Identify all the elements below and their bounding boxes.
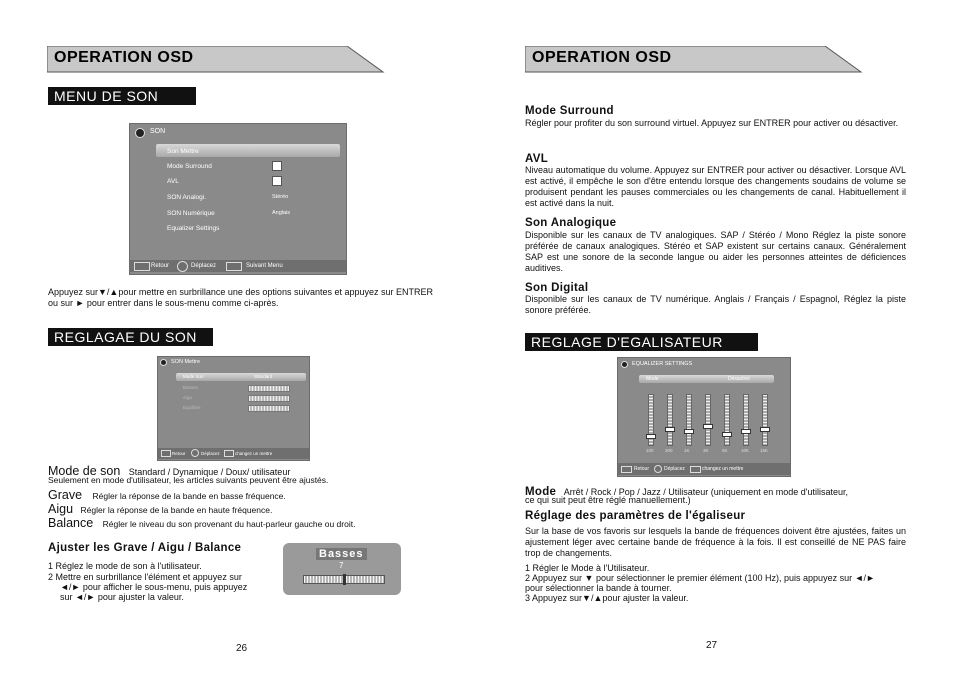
eq-band-knob[interactable] [722,432,732,437]
menu-highlight [639,375,774,383]
aigu-label: Aigu [48,502,74,516]
son-menu-item[interactable]: SON Analogi. [167,194,207,201]
eq-band-label: 1K [684,448,690,453]
digital-title: Son Digital [525,282,589,294]
footer-move: Déplacez [191,263,217,269]
ok-key-icon [226,262,242,271]
eq-text: Sur la base de vos favoris sur lesquels la bande de fréquences doivent être ajustées, faites un ajustement léger avec certaine bande de fréquence à la fois. Il est conseillé de NE PAS faire trop de changements. [525,526,906,558]
balance-text: Régler le niveau du son provenant du haut-parleur gauche ou droit. [102,519,356,529]
mode-son-row[interactable]: Mode Son [183,374,204,379]
equilibre-slider[interactable] [248,405,290,412]
equilibre-row[interactable]: Equilibre [183,405,201,410]
eq-band-label: 100 [646,448,654,453]
checkbox-icon[interactable] [272,176,282,186]
balance-line [48,514,355,532]
section-reglage-egalisateur: REGLAGE D'EGALISATEUR [525,333,758,351]
son-mettre-title: SON Mettre [171,359,201,365]
eq-band-knob[interactable] [703,424,713,429]
eq-band-label: 15K [760,448,769,453]
eq-band-knob[interactable] [646,434,656,439]
son-menu-item-value: Stéréo [272,194,289,200]
mode-text-2: ce qui suit peut être réglé manuellement.) [525,495,691,505]
eq-band-slider[interactable] [667,394,673,446]
left-page-header [47,46,387,72]
eq-band-knob[interactable] [741,429,751,434]
balance-label: Balance [48,516,94,530]
mode-text: Arrêt / Rock / Pop / Jazz / Utilisateur (uniquement en mode d'utilisateur, [563,487,849,497]
son-menu-item[interactable]: SON Numérique [167,210,215,217]
eq-band-knob[interactable] [760,427,770,432]
checkbox-icon[interactable] [272,161,282,171]
aigu-text: Régler la réponse de la bande en haute fréquence. [80,505,273,515]
son-menu-item-value: Anglais [272,210,291,216]
analog-text: Disponible sur les canaux de TV analogiques. SAP / Stéréo / Mono Réglez la piste sonore préférée de canaux analogiques. Stéréo et SAP existent sur certains canaux. Généralement SAP est une sonore de la seconde langue ou aider les personnes atteintes de déficiences auditives. [525,230,906,273]
eq-band-label: 10K [741,448,750,453]
eq-band-slider[interactable] [743,394,749,446]
basses-slider[interactable] [248,385,290,392]
page-number-left: 26 [236,643,248,654]
mode-son-label: Mode de son [48,464,121,478]
adjust-step: 1 Réglez le mode de son à l'utilisateur. [48,561,202,571]
footer-back: Retour [172,451,186,456]
analog-title: Son Analogique [525,217,617,229]
intro-text: Appuyez sur▼/▲pour mettre en surbrillance une des options suivantes et appuyez sur ENTRER ou sur ► pour entrer dans le sous-menu comme ci-après. [48,287,434,308]
menu-key-icon [161,450,171,457]
son-menu-screenshot [129,123,347,275]
eq-step: 3 Appuyez sur▼/▲pour ajuster la valeur. [525,593,689,603]
left-header-title: OPERATION OSD [54,49,194,66]
eq-band-knob[interactable] [665,427,675,432]
ok-key-icon [690,466,701,473]
eq-title: Réglage des paramètres de l'égaliseur [525,510,746,522]
basses-row[interactable]: Basses [183,385,198,390]
adjust-title: Ajuster les Grave / Aigu / Balance [48,542,242,554]
eq-step: 1 Régler le Mode à l'Utilisateur. [525,563,650,573]
eq-band-slider[interactable] [686,394,692,446]
footer-move: Déplacez [664,466,685,472]
footer-back: Retour [151,263,170,269]
son-menu-title: SON [150,128,166,135]
son-menu-item[interactable]: Son Mettre [167,148,199,155]
eq-step: pour sélectionner la bande à tourner. [525,583,672,593]
avl-title: AVL [525,153,549,165]
son-mettre-screenshot [157,356,310,461]
son-menu-item[interactable]: AVL [167,178,179,185]
eq-mode-value: Désactivé [728,376,750,382]
footer-change: changez un mettre [235,451,273,456]
eq-band-slider[interactable] [724,394,730,446]
basses-popup-slider[interactable] [303,575,385,584]
nav-key-icon [177,261,188,272]
grave-text: Régler la réponse de la bande en basse fréquence. [92,491,286,501]
avl-text: Niveau automatique du volume. Appuyez sur ENTRER pour activer ou désactiver. Lorsque AVL est activé, il empêche le son d'être entendu lorsque des changements soudains de volume se produisent pendant les pauses commerciales ou les changements de canal. Habituellement il est activé dans la nuit. [525,165,906,208]
basses-popup-value: 7 [339,561,344,570]
eq-band-label: 300 [665,448,673,453]
nav-key-icon [654,465,662,473]
son-menu-item[interactable]: Mode Surround [167,163,212,170]
adjust-step: 2 Mettre en surbrillance l'élément et appuyez sur [48,572,242,582]
menu-logo-icon [135,128,145,138]
son-menu-footer [130,260,346,272]
basses-slider-knob[interactable] [343,574,346,585]
equalizer-screenshot [617,357,791,477]
son-menu-item[interactable]: Equalizer Settings [167,225,220,232]
eq-band-label: 3K [703,448,709,453]
basses-popup [283,543,401,595]
basses-popup-label: Basses [316,548,367,560]
aigu-slider[interactable] [248,395,290,402]
ok-key-icon [224,450,234,457]
surround-title: Mode Surround [525,105,614,117]
menu-key-icon [134,262,150,271]
nav-key-icon [191,449,199,457]
mode-son-options: Standard / Dynamique / Doux/ utilisateur [128,467,291,477]
digital-text: Disponible sur les canaux de TV numérique. Anglais / Français / Espagnol, Réglez la piste sonore préférée. [525,294,906,315]
footer-back: Retour [634,466,650,472]
mode-son-note: Seulement en mode d'utilisateur, les articles suivants peuvent être ajustés. [48,475,329,485]
adjust-step: sur ◄/► pour ajuster la valeur. [60,592,184,602]
eq-menu-title: EQUALIZER SETTINGS [632,361,693,367]
right-header-title: OPERATION OSD [532,49,672,66]
section-menu-de-son: MENU DE SON [48,87,196,105]
eq-step: 2 Appuyez sur ▼ pour sélectionner le premier élément (100 Hz), puis appuyez sur ◄/► [525,573,875,583]
footer-next: Suivant Menu [246,263,283,269]
eq-band-slider[interactable] [762,394,768,446]
menu-logo-icon [621,361,628,368]
eq-band-label: 5K [722,448,728,453]
eq-mode-label[interactable]: Mode [646,376,659,382]
grave-label: Grave [48,488,83,502]
eq-menu-footer [618,463,790,475]
menu-key-icon [621,466,632,473]
mode-label: Mode [525,486,557,498]
menu-logo-icon [160,359,167,366]
section-reglage-du-son: REGLAGAE DU SON [48,328,213,346]
footer-move: Déplacez [201,451,220,456]
adjust-step: ◄/► pour afficher le sous-menu, puis appuyez [60,582,248,592]
son-mettre-footer [158,448,309,459]
mode-son-value: Standard [254,374,273,379]
eq-band-knob[interactable] [684,429,694,434]
footer-change: changez un mettre [702,466,744,472]
aigu-row[interactable]: Aigu [183,395,193,400]
eq-band-slider[interactable] [705,394,711,446]
page-number-right: 27 [706,640,718,651]
surround-text: Régler pour profiter du son surround virtuel. Appuyez sur ENTRER pour activer ou désactiver. [525,118,899,128]
right-page-header [525,46,865,72]
